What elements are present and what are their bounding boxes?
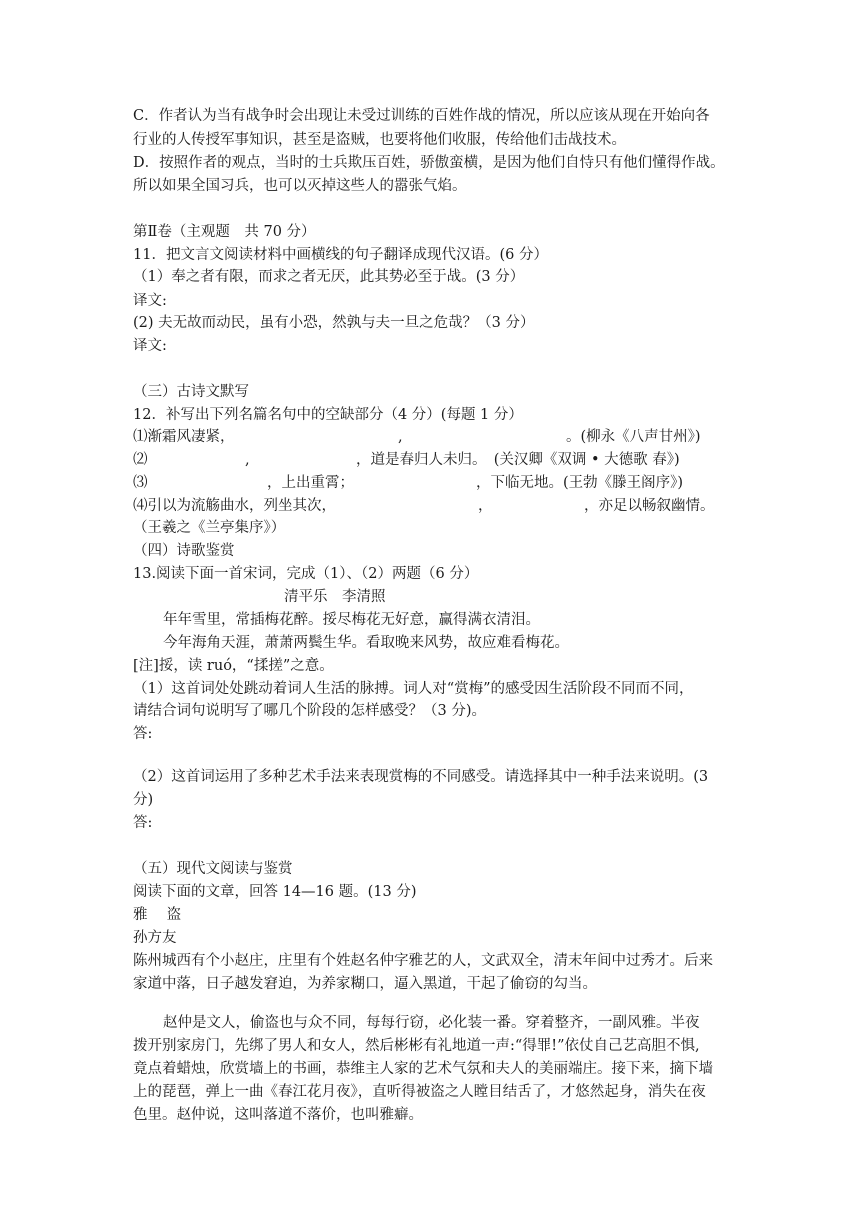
fill-4-comma: ， (478, 498, 493, 514)
option-d-line-2: 所以如果全国习兵，也可以灭掉这些人的嚣张气焰。 (133, 178, 467, 194)
fill-4-end: ，亦足以畅叙幽情。 (584, 498, 715, 514)
poem-note: [注]挼，读 ruó，“揉搓”之意。 (133, 658, 334, 674)
part-4-heading: （四）诗歌鉴赏 (133, 543, 235, 559)
question-13-part-1-line-1: （1）这首词处处跳动着词人生活的脉搏。词人对“赏梅”的感受因生活阶段不同而不同， (133, 681, 694, 697)
part-5-heading: （五）现代文阅读与鉴赏 (133, 861, 293, 877)
translation-label-2: 译文: (133, 338, 167, 354)
answer-label-1: 答: (133, 726, 153, 742)
paragraph-2-line-3: 竟点着蜡烛，欣赏墙上的书画，恭维主人家的艺术气氛和夫人的美丽端庄。接下来，摘下墙 (133, 1061, 713, 1077)
question-13-part-2-line-2: 分) (133, 792, 154, 808)
part-5-intro: 阅读下面的文章，回答 14—16 题。(13 分) (133, 884, 417, 900)
poem-line-2: 今年海角天涯，萧萧两鬓生华。看取晚来风势，故应难看梅花。 (163, 635, 569, 651)
paragraph-1-line-2: 家道中落，日子越发窘迫，为养家糊口，逼入黑道，干起了偷窃的勾当。 (133, 976, 597, 992)
fill-1-comma: , (398, 429, 403, 445)
question-13-part-1-line-2: 请结合词句说明写了哪几个阶段的怎样感受？（3 分)。 (133, 703, 486, 719)
option-c-line-1: C．作者认为当有战争时会出现让未受过训练的百姓作战的情况，所以应该从现在开始向各 (133, 108, 710, 124)
question-12: 12．补写出下列名篇名句中的空缺部分（4 分）(每题 1 分） (133, 407, 523, 423)
fill-1-source: 。(柳永《八声甘州》) (566, 429, 701, 445)
fill-2-start: ⑵ (133, 452, 148, 468)
paragraph-2-line-4: 上的琵琶，弹上一曲《春江花月夜》，直听得被盗之人瞠目结舌了，才悠然起身，消失在夜 (133, 1084, 706, 1100)
question-13: 13.阅读下面一首宋词，完成（1）、（2）两题（6 分） (133, 566, 479, 582)
question-11-part-1: （1）奉之者有限，而求之者无厌，此其势必至于战。(3 分） (133, 269, 525, 285)
option-d-line-1: D．按照作者的观点，当时的士兵欺压百姓，骄傲蛮横，是因为他们自恃只有他们懂得作战。 (133, 155, 725, 171)
section-heading: 第Ⅱ卷（主观题 共 70 分） (133, 224, 316, 240)
paragraph-1-line-1: 陈州城西有个小赵庄，庄里有个姓赵名仲字雅艺的人，文武双全，清末年间中过秀才。后来 (133, 953, 713, 969)
fill-2-source: ，道是春归人未归。 (关汉卿《双调 • 大德歌 春》) (356, 452, 680, 468)
article-author: 孙方友 (133, 930, 177, 946)
paragraph-2-line-2: 拨开别家房门，先绑了男人和女人，然后彬彬有礼地道一声:“得罪!”依仗自己艺高胆不惧, (133, 1038, 700, 1054)
article-title: 雅 盗 (133, 907, 182, 923)
question-11: 11．把文言文阅读材料中画横线的句子翻译成现代汉语。(6 分） (133, 247, 548, 263)
fill-2-comma: , (245, 452, 250, 468)
fill-4-source: （王羲之《兰亭集序》） (133, 520, 286, 536)
option-c-line-2: 行业的人传授军事知识，甚至是盗贼，也要将他们收服，传给他们击战技术。 (133, 132, 626, 148)
poem-title: 清平乐 李清照 (284, 589, 386, 605)
question-13-part-2-line-1: （2）这首词运用了多种艺术手法来表现赏梅的不同感受。请选择其中一种手法来说明。(3 (133, 769, 709, 785)
paragraph-2-line-5: 色里。赵仲说，这叫落道不落价，也叫雅癖。 (133, 1107, 423, 1123)
answer-label-2: 答: (133, 815, 153, 831)
fill-3-start: ⑶ (133, 475, 148, 491)
question-11-part-2: (2) 夫无故而动民，虽有小恐，然孰与夫一旦之危哉？（3 分） (133, 315, 535, 331)
part-3-heading: （三）古诗文默写 (133, 384, 249, 400)
translation-label-1: 译文: (133, 293, 167, 309)
poem-line-1: 年年雪里，常插梅花醉。挼尽梅花无好意，赢得满衣清泪。 (163, 612, 540, 628)
fill-4-start: ⑷引以为流觞曲水，列坐其次， (133, 498, 336, 514)
fill-3-middle: ，上出重霄； (267, 475, 354, 491)
fill-3-source: ，下临无地。(王勃《滕王阁序》) (476, 475, 684, 491)
fill-1-start: ⑴渐霜风凄紧， (133, 429, 235, 445)
paragraph-2-line-1: 赵仲是文人，偷盗也与众不同，每每行窃，必化装一番。穿着整齐，一副风雅。半夜 (163, 1015, 700, 1031)
